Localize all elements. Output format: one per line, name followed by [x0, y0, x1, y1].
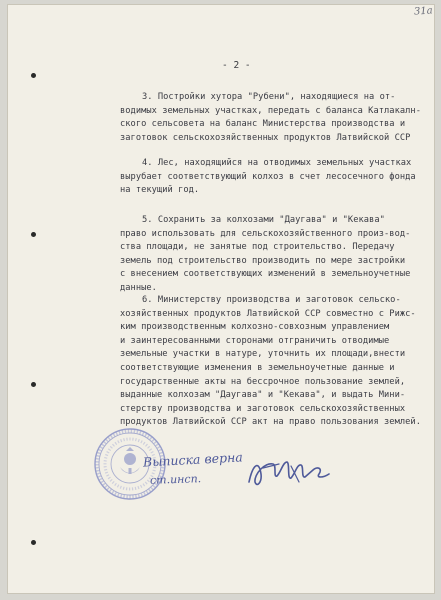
text-line: ким производственным колхозно-совхозным управлением	[120, 322, 390, 333]
text-line: земель под строительство производить по мере застройки	[120, 255, 406, 266]
text-line: хозяйственных продуктов Латвийской ССР совместно с Рижс-	[120, 308, 416, 319]
signature-icon	[243, 452, 335, 494]
text-line: стерству производства и заготовок сельскохозяйственных	[120, 403, 406, 414]
text-line: заготовок сельскохозяйственных продуктов Латвийской ССР	[120, 132, 411, 143]
text-line: земельные участки в натуре, уточнить их площади,внести	[120, 349, 406, 360]
text-line: 4. Лес, находящийся на отводимых земельных участках	[142, 158, 412, 168]
text-line: государственные акты на бессрочное пользование землей,	[120, 376, 406, 387]
text-line: ства площади, не занятые под строительство. Передачу	[120, 242, 395, 253]
punch-hole	[31, 540, 36, 545]
punch-hole	[31, 232, 36, 237]
text-line: 3. Постройки хутора "Рубени", находящиеся на от-	[142, 92, 396, 102]
text-line: право использовать для сельскохозяйственного произ-вод-	[120, 228, 411, 239]
text-line: на текущий год.	[120, 185, 200, 196]
page-number: - 2 -	[222, 60, 251, 71]
paragraph-item-5	[120, 214, 420, 296]
text-line: выданные колхозам "Даугава" и "Кекава", и выдать Мини-	[120, 390, 406, 401]
punch-hole	[31, 73, 36, 78]
text-line: вырубает соответствующий колхоз в счет лесосечного фонда	[120, 171, 416, 182]
text-line: 5. Сохранить за колхозами "Даугава" и "Кекава"	[142, 215, 385, 225]
certification-handwriting-title: ст.инсп.	[149, 472, 202, 487]
text-line: и заинтересованными сторонами отграничить отводимые	[120, 335, 390, 346]
certification-handwriting: Выписка верна	[142, 449, 244, 470]
text-line: соответствующие изменения в земельноучетные данные и	[120, 362, 395, 373]
text-line: данные.	[120, 282, 157, 293]
paragraph-item-6	[120, 294, 420, 430]
text-line: 6. Министерству производства и заготовок сельско-	[142, 295, 401, 305]
text-line: продуктов Латвийской ССР акт на право пользования землей.	[120, 417, 421, 428]
paragraph-item-4	[120, 157, 420, 198]
archive-number: 31a	[413, 5, 434, 18]
text-line: водимых земельных участках, передать с баланса Катлакалн-	[120, 105, 421, 116]
punch-hole	[31, 382, 36, 387]
text-line: с внесением соответствующих изменений в земельноучетные	[120, 269, 411, 280]
text-line: ского сельсовета на баланс Министерства производства и	[120, 119, 406, 130]
paragraph-item-3	[120, 91, 420, 145]
